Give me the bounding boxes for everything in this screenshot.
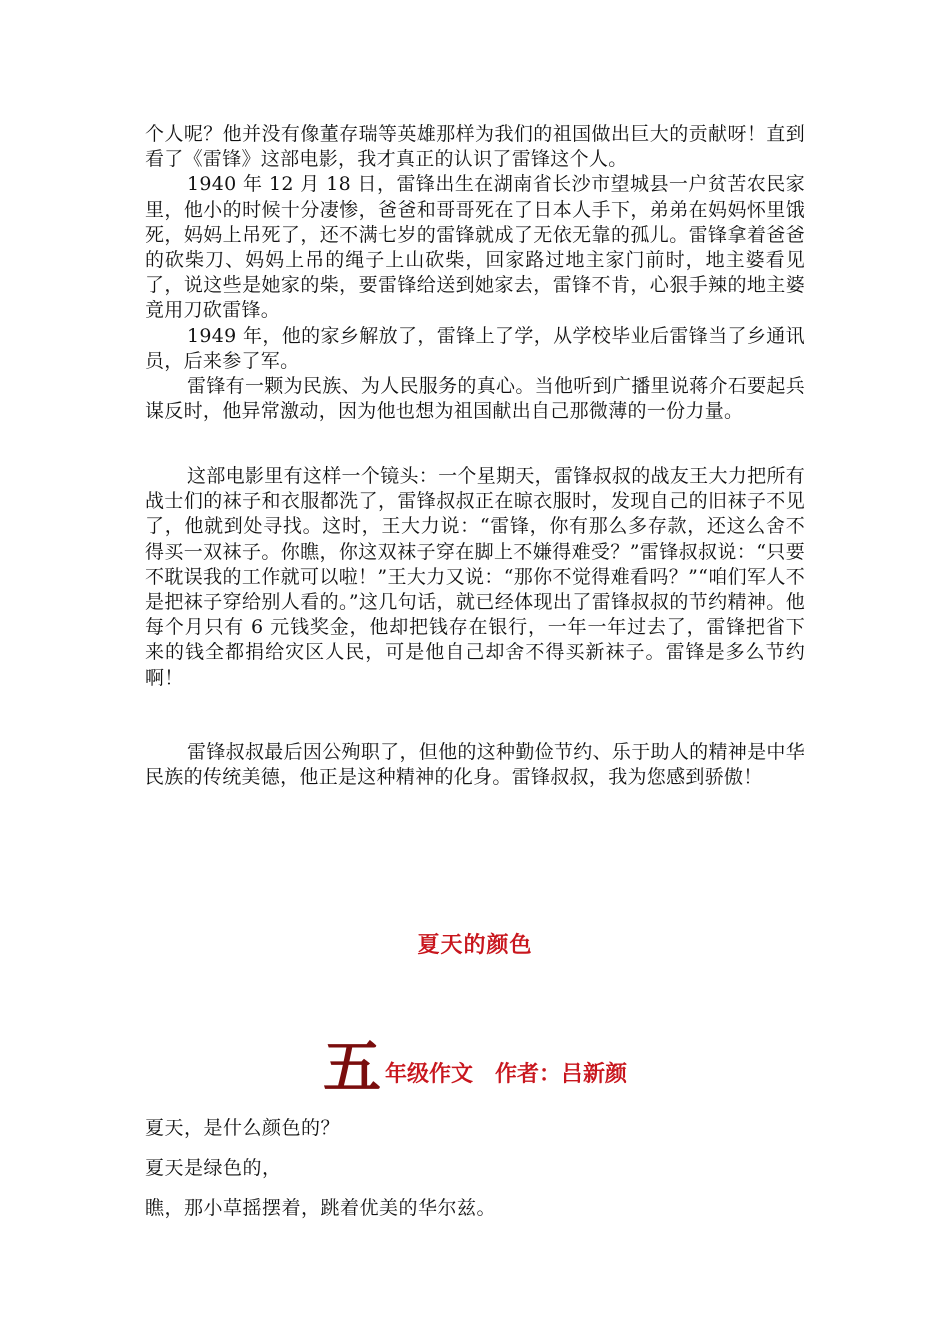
essay-paragraph: 1940 年 12 月 18 日，雷锋出生在湖南省长沙市望城县一户贫苦农民家里，他小的时候十分凄惨，爸爸和哥哥死在了日本人手下，弟弟在妈妈怀里饿死，妈妈上吊死了，还不满七岁的雷锋就成了无依无靠的孤儿。雷锋拿着爸爸的砍柴刀、妈妈上吊的绳子上山砍柴，回家路过地主家门前时，地主婆看见了，说这些是她家的柴，要雷锋给送到她家去，雷锋不肯，心狠手辣的地主婆竟用刀砍雷锋。 <box>145 173 805 322</box>
poem-line: 夏天，是什么颜色的？ <box>145 1117 341 1139</box>
essay-section-1 <box>145 122 805 424</box>
poem-line: 夏天是绿色的， <box>145 1157 282 1179</box>
essay-paragraph: 雷锋有一颗为民族、为人民服务的真心。当他听到广播里说蒋介石要起兵谋反时，他异常激动，因为他也想为祖国献出自己那微薄的一份力量。 <box>145 375 805 423</box>
grade-number: 五 <box>322 1033 381 1101</box>
story-byline <box>0 1020 950 1104</box>
poem <box>145 1108 805 1228</box>
essay-section-3 <box>145 740 805 790</box>
essay-section-2 <box>145 464 805 691</box>
poem-line: 瞧，那小草摇摆着，跳着优美的华尔兹。 <box>145 1197 497 1219</box>
author-label: 作者：吕新颜 <box>495 1061 628 1087</box>
essay-paragraph: 这部电影里有这样一个镜头：一个星期天，雷锋叔叔的战友王大力把所有战士们的袜子和衣服都洗了，雷锋叔叔正在晾衣服时，发现自己的旧袜子不见了，他就到处寻找。这时，王大力说：“雷锋，你有那么多存款，还这么舍不得买一双袜子。你瞧，你这双袜子穿在脚上不嫌得难受？”雷锋叔叔说：“只要不耽误我的工作就可以啦！”王大力又说：“那你不觉得难看吗？”“咱们军人不是把袜子穿给别人看的。”这几句话，就已经体现出了雷锋叔叔的节约精神。他每个月只有 6 元钱奖金，他却把钱存在银行，一年一年过去了，雷锋把省下来的钱全都捐给灾区人民，可是他自己却舍不得买新袜子。雷锋是多么节约啊！ <box>145 465 805 689</box>
essay-paragraph: 1949 年，他的家乡解放了，雷锋上了学，从学校毕业后雷锋当了乡通讯员，后来参了军。 <box>145 324 805 372</box>
essay-paragraph: 雷锋叔叔最后因公殉职了，但他的这种勤俭节约、乐于助人的精神是中华民族的传统美德，他正是这种精神的化身。雷锋叔叔，我为您感到骄傲！ <box>145 741 805 789</box>
grade-label: 年级作文 <box>384 1061 473 1087</box>
essay-paragraph: 个人呢？他并没有像董存瑞等英雄那样为我们的祖国做出巨大的贡献呀！直到看了《雷锋》这部电影，我才真正的认识了雷锋这个人。 <box>145 123 805 171</box>
story-title: 夏天的颜色 <box>417 932 533 958</box>
